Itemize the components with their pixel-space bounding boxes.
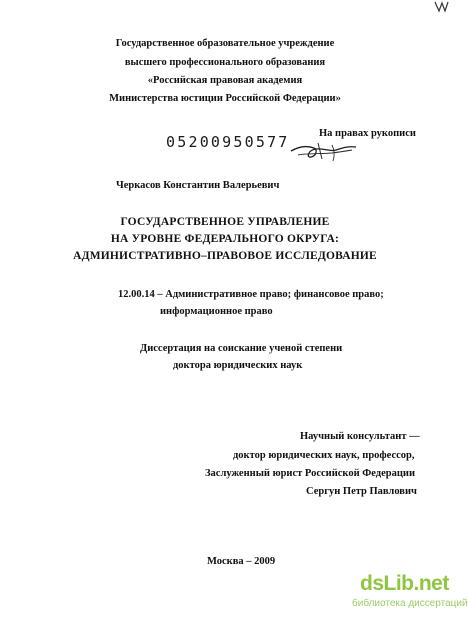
manuscript-note: На правах рукописи	[319, 128, 416, 139]
watermark	[352, 566, 468, 617]
handwritten-signature	[288, 137, 368, 165]
consultant-line-3: Заслуженный юрист Российской Федерации	[205, 468, 415, 479]
registry-number: 05200950577	[166, 133, 290, 151]
institution-line-1: Государственное образовательное учреждение	[115, 38, 335, 49]
degree-line-1: Диссертация на соискание ученой степени	[140, 343, 343, 354]
watermark-logo: dsLib.net	[360, 572, 449, 595]
thesis-title-line-3: АДМИНИСТРАТИВНО–ПРАВОВОЕ ИССЛЕДОВАНИЕ	[73, 250, 377, 262]
degree-line-2: доктора юридических наук	[173, 360, 303, 371]
corner-mark-icon	[433, 0, 450, 13]
author-name: Черкасов Константин Валерьевич	[116, 180, 280, 191]
specialty-code-line-2: информационное право	[160, 306, 273, 317]
consultant-line-1: Научный консультант —	[300, 431, 420, 442]
thesis-title-line-1: ГОСУДАРСТВЕННОЕ УПРАВЛЕНИЕ	[120, 216, 330, 228]
institution-line-3: «Российская правовая академия	[147, 75, 303, 86]
place-and-year: Москва – 2009	[207, 556, 276, 567]
institution-line-2: высшего профессионального образования	[124, 57, 326, 68]
consultant-line-2: доктор юридических наук, профессор,	[233, 450, 415, 461]
specialty-code-line-1: 12.00.14 – Административное право; финансовое право;	[118, 289, 384, 300]
institution-line-4: Министерства юстиции Российской Федерации»	[109, 93, 341, 104]
thesis-title-line-2: НА УРОВНЕ ФЕДЕРАЛЬНОГО ОКРУГА:	[110, 233, 340, 245]
consultant-line-4: Сергун Петр Павлович	[306, 486, 417, 497]
watermark-tagline: библиотека диссертаций	[352, 598, 468, 609]
